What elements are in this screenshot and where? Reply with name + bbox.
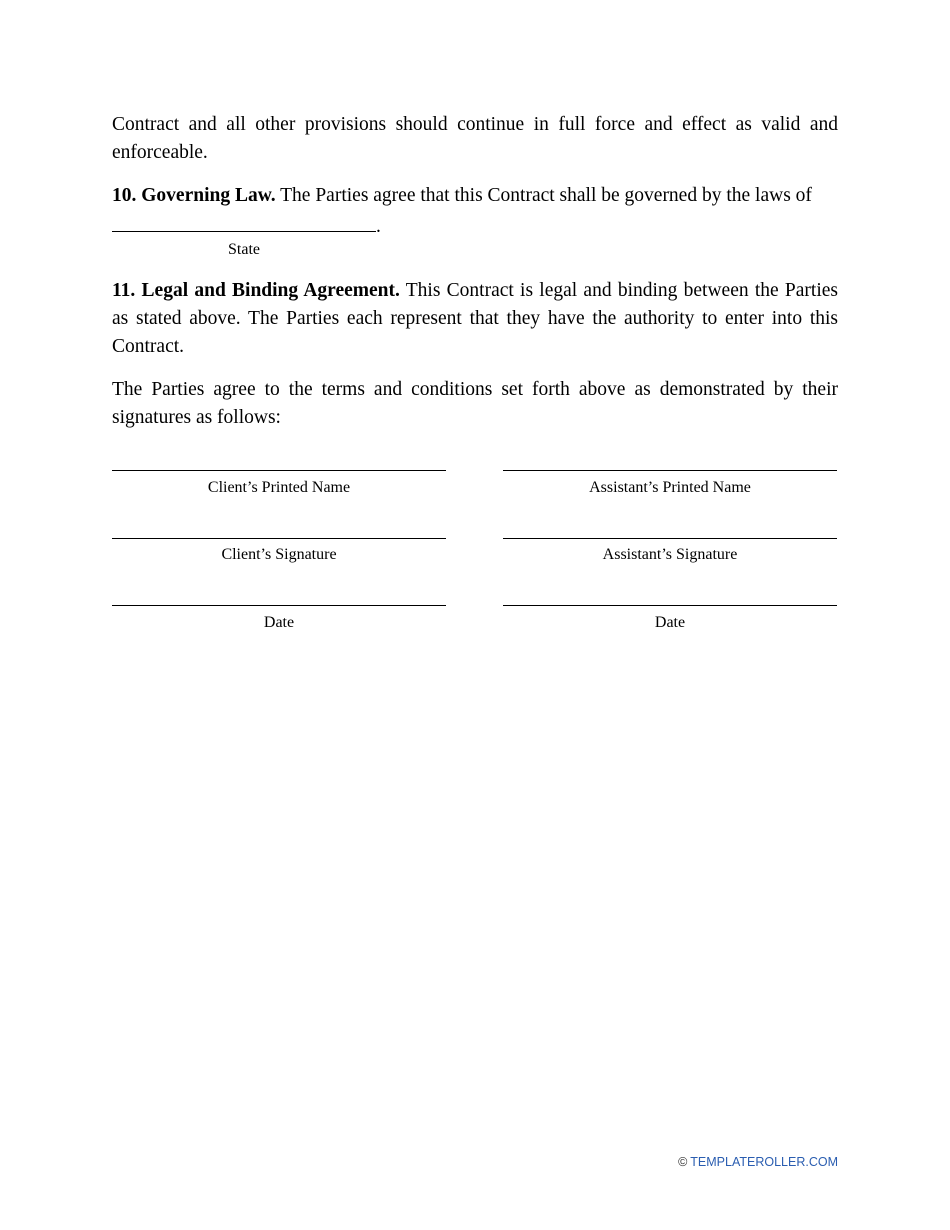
copyright-symbol: © — [678, 1155, 688, 1169]
section-heading: 10. Governing Law. — [112, 185, 276, 206]
section-text: The Parties agree that this Contract shall be governed by the laws of — [280, 185, 812, 206]
state-fill-line — [112, 211, 376, 232]
section-text: This Contract is legal and binding between the Parties as stated above. The Parties each represent that they have the authority to enter into this Contract. — [112, 280, 838, 357]
client-signature-label: Client’s Signature — [221, 546, 337, 563]
section-governing-law — [112, 182, 838, 210]
closing-paragraph: The Parties agree to the terms and conditions set forth above as demonstrated by their signatures as follows: — [112, 379, 838, 428]
assistant-printed-name-line — [503, 470, 837, 471]
state-blank — [112, 211, 381, 241]
state-label: State — [228, 241, 260, 258]
assistant-printed-name-label: Assistant’s Printed Name — [589, 479, 751, 496]
templateroller-link[interactable]: TEMPLATEROLLER.COM — [690, 1155, 838, 1169]
client-signature-line — [112, 538, 446, 539]
section-heading: 11. Legal and Binding Agreement. — [112, 280, 400, 301]
footer-credit — [678, 1154, 838, 1170]
client-date-label: Date — [263, 614, 295, 631]
client-printed-name-label: Client’s Printed Name — [207, 479, 351, 496]
client-date-line — [112, 605, 446, 606]
assistant-date-label: Date — [654, 614, 686, 631]
assistant-signature-label: Assistant’s Signature — [602, 546, 738, 563]
section-legal-binding — [112, 277, 838, 361]
continuation-paragraph: Contract and all other provisions should continue in full force and effect as valid and enforceable. — [112, 114, 838, 163]
blank-suffix: . — [376, 216, 381, 237]
assistant-date-line — [503, 605, 837, 606]
client-printed-name-line — [112, 470, 446, 471]
assistant-signature-line — [503, 538, 837, 539]
